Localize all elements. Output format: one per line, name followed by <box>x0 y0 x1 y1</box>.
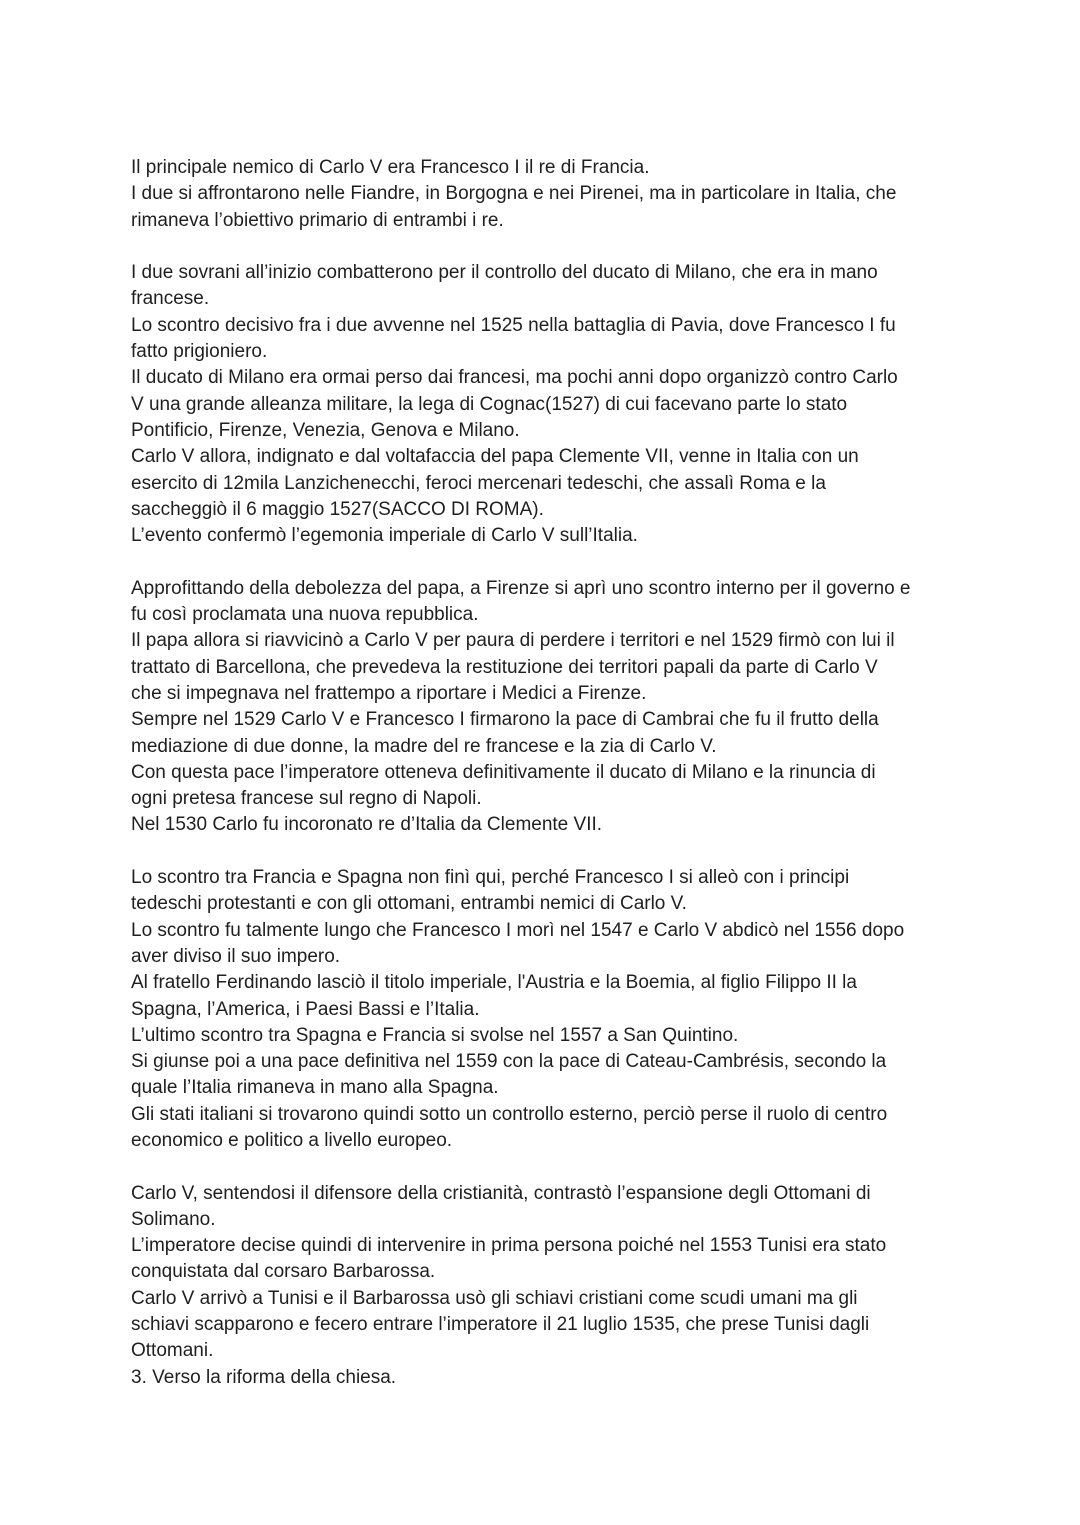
text-line: Carlo V, sentendosi il difensore della cristianità, contrastò l’espansione degli Ottomani di <box>131 1182 871 1204</box>
text-line: V una grande alleanza militare, la lega di Cognac(1527) di cui facevano parte lo stato <box>131 393 848 415</box>
text-line: Nel 1530 Carlo fu incoronato re d’Italia da Clemente VII. <box>131 814 603 836</box>
text-line: Pontificio, Firenze, Venezia, Genova e Milano. <box>131 419 520 441</box>
text-line: L’imperatore decise quindi di intervenire in prima persona poiché nel 1553 Tunisi era stato <box>131 1235 887 1257</box>
text-line: Spagna, l’America, i Paesi Bassi e l’Italia. <box>131 998 480 1020</box>
text-line: Con questa pace l’imperatore otteneva definitivamente il ducato di Milano e la rinuncia di <box>131 761 876 783</box>
text-line: Sempre nel 1529 Carlo V e Francesco I firmarono la pace di Cambrai che fu il frutto della <box>131 709 879 731</box>
text-line: L’evento confermò l’egemonia imperiale di Carlo V sull’Italia. <box>131 525 638 547</box>
text-line: Solimano. <box>131 1208 216 1230</box>
text-line: Lo scontro fu talmente lungo che Francesco I morì nel 1547 e Carlo V abdicò nel 1556 dopo <box>131 919 905 941</box>
text-line: Il ducato di Milano era ormai perso dai francesi, ma pochi anni dopo organizzò contro Carlo <box>131 367 898 389</box>
text-line: economico e politico a livello europeo. <box>131 1129 453 1151</box>
text-line: Carlo V arrivò a Tunisi e il Barbarossa usò gli schiavi cristiani come scudi umani ma gli <box>131 1287 858 1309</box>
paragraph-francesco-nemico <box>131 155 961 234</box>
text-line: tedeschi protestanti e con gli ottomani, entrambi nemici di Carlo V. <box>131 893 687 915</box>
text-line: fatto prigioniero. <box>131 341 268 363</box>
text-line: Carlo V allora, indignato e dal voltafaccia del papa Clemente VII, venne in Italia con un <box>131 446 859 468</box>
document-body <box>131 155 961 1417</box>
text-line: Si giunse poi a una pace definitiva nel 1559 con la pace di Cateau-Cambrésis, secondo la <box>131 1051 887 1073</box>
text-line: I due si affrontarono nelle Fiandre, in Borgogna e nei Pirenei, ma in particolare in Italia, che <box>131 183 897 205</box>
text-line: francese. <box>131 288 210 310</box>
paragraph-francia-spagna <box>131 865 961 1154</box>
text-line: fu così proclamata una nuova repubblica. <box>131 604 479 626</box>
text-line: I due sovrani all’inizio combatterono per il controllo del ducato di Milano, che era in mano <box>131 262 878 284</box>
text-line: che si impegnava nel frattempo a riportare i Medici a Firenze. <box>131 682 647 704</box>
text-line: esercito di 12mila Lanzichenecchi, feroci mercenari tedeschi, che assalì Roma e la <box>131 472 826 494</box>
text-line: Ottomani. <box>131 1340 214 1362</box>
paragraph-ottomani-tunisi <box>131 1181 961 1391</box>
text-line: Lo scontro decisivo fra i due avvenne nel 1525 nella battaglia di Pavia, dove Francesco I fu <box>131 314 896 336</box>
text-line: saccheggiò il 6 maggio 1527(SACCO DI ROMA). <box>131 498 544 520</box>
text-line: Lo scontro tra Francia e Spagna non finì qui, perché Francesco I si alleò con i principi <box>131 867 850 889</box>
text-line: conquistata dal corsaro Barbarossa. <box>131 1261 436 1283</box>
text-line: Il principale nemico di Carlo V era Francesco I il re di Francia. <box>131 157 650 178</box>
text-line: rimaneva l’obiettivo primario di entrambi i re. <box>131 209 504 231</box>
text-line: mediazione di due donne, la madre del re francese e la zia di Carlo V. <box>131 735 717 757</box>
paragraph-ducato-milano <box>131 260 961 549</box>
text-line: 3. Verso la riforma della chiesa. <box>131 1366 397 1388</box>
text-line: Approfittando della debolezza del papa, a Firenze si aprì uno scontro interno per il governo e <box>131 577 911 599</box>
text-line: Gli stati italiani si trovarono quindi sotto un controllo esterno, perciò perse il ruolo di centro <box>131 1103 888 1125</box>
text-line: schiavi scapparono e fecero entrare l’imperatore il 21 luglio 1535, che prese Tunisi dagli <box>131 1314 870 1336</box>
text-line: Il papa allora si riavvicinò a Carlo V per paura di perdere i territori e nel 1529 firmò con lui il <box>131 630 895 652</box>
text-line: quale l’Italia rimaneva in mano alla Spagna. <box>131 1077 499 1099</box>
paragraph-firenze-repubblica <box>131 576 961 839</box>
text-line: Al fratello Ferdinando lasciò il titolo imperiale, l'Austria e la Boemia, al figlio Filippo II la <box>131 972 857 994</box>
text-line: aver diviso il suo impero. <box>131 945 341 967</box>
text-line: ogni pretesa francese sul regno di Napoli. <box>131 788 482 810</box>
text-line: L’ultimo scontro tra Spagna e Francia si svolse nel 1557 a San Quintino. <box>131 1024 739 1046</box>
text-line: trattato di Barcellona, che prevedeva la restituzione dei territori papali da parte di Carlo V <box>131 656 878 678</box>
